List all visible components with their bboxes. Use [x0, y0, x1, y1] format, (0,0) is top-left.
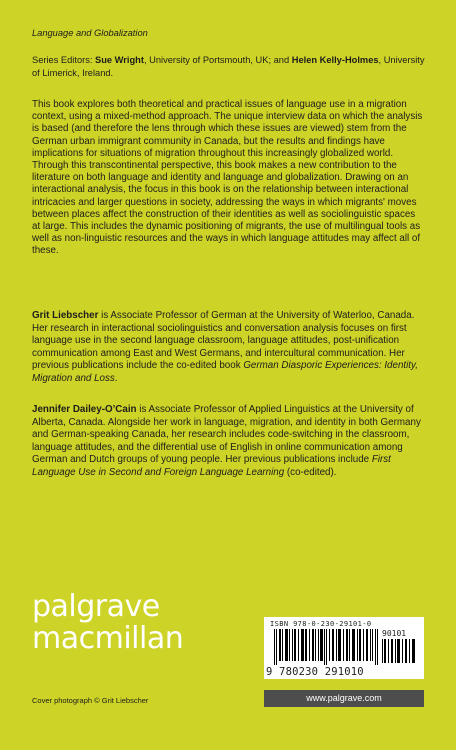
isbn-label: ISBN 978-0-230-29101-0: [270, 620, 372, 628]
editor-1-name: Sue Wright: [95, 55, 144, 65]
barcode-box: [264, 617, 424, 679]
addon-barcode-bars: [382, 639, 416, 663]
cover-photo-credit: Cover photograph © Grit Liebscher: [32, 696, 149, 705]
editor-2-affiliation: , University of Limerick, Ireland.: [32, 55, 425, 78]
author-1-bio: is Associate Professor of German at the University of Waterloo, Canada. Her research in interactional sociolinguistics and conversation analysis focuses on first language use in the second language classroom, language attitudes, post-unification communication among East and West Germans, and intercultural communication. Her previous publications include the co-edited book: [32, 310, 415, 372]
barcode-digits: 9 780230 291010: [266, 666, 364, 678]
author-1-name: Grit Liebscher: [32, 310, 99, 321]
logo-line-macmillan: macmillan: [32, 621, 184, 656]
ean-barcode-bars: [274, 629, 378, 665]
author-2-book-title: First Language Use in Second and Foreign Language Learning: [32, 454, 391, 478]
author-2-bio-end: (co-edited).: [284, 466, 337, 478]
author-bio-1: [32, 310, 426, 386]
book-blurb: This book explores both theoretical and practical issues of language use in a migration context, using a mixed-method approach. The unique interview data on which the analysis is based (and therefore the lens through which these issues are viewed) stem from the German urban immigrant community in Canada, but the results and findings have implications for situations of migration throughout this increasingly globalized world. Through this transcontinental perspective, this book makes a new contribution to the literature on both language and identity and language and globalization. Drawing on an interactional analysis, the focus in this book is on the relationship between interactional intricacies and larger questions in society, addressing the ways in which migrants' moves between places affect the construction of their identities as well as sociolinguistic spaces at large. This includes the dynamic positioning of migrants, the use of multilingual tools as well as non-linguistic resources and the ways in which language attitudes may affect all of these.: [32, 99, 423, 257]
publisher-website[interactable]: www.palgrave.com: [264, 690, 424, 707]
author-1-book-title: German Diasporic Experiences: Identity, Migration and Loss: [32, 360, 418, 384]
series-editors: [32, 54, 426, 79]
author-2-name: Jennifer Dailey-O’Cain: [32, 404, 137, 415]
editor-1-affiliation: , University of Portsmouth, UK; and: [143, 55, 292, 65]
series-editors-prefix: Series Editors:: [32, 55, 96, 65]
price-addon-code: 90101: [382, 629, 407, 638]
author-bio-2: [32, 404, 426, 480]
author-2-bio: is Associate Professor of Applied Linguistics at the University of Alberta, Canada. Alongside her work in language, migration, and identity in both Germany and German-speaking Canada, her research includes code-switching in the classroom, language attitudes, and the differential use of English in online communication among German and Dutch groups of young people. Her previous publications include: [32, 404, 421, 466]
publisher-logo: [32, 591, 183, 655]
author-1-bio-end: .: [114, 372, 118, 384]
editor-2-name: Helen Kelly-Holmes: [291, 55, 379, 65]
series-title: Language and Globalization: [32, 28, 148, 38]
logo-line-palgrave: palgrave: [32, 589, 160, 624]
